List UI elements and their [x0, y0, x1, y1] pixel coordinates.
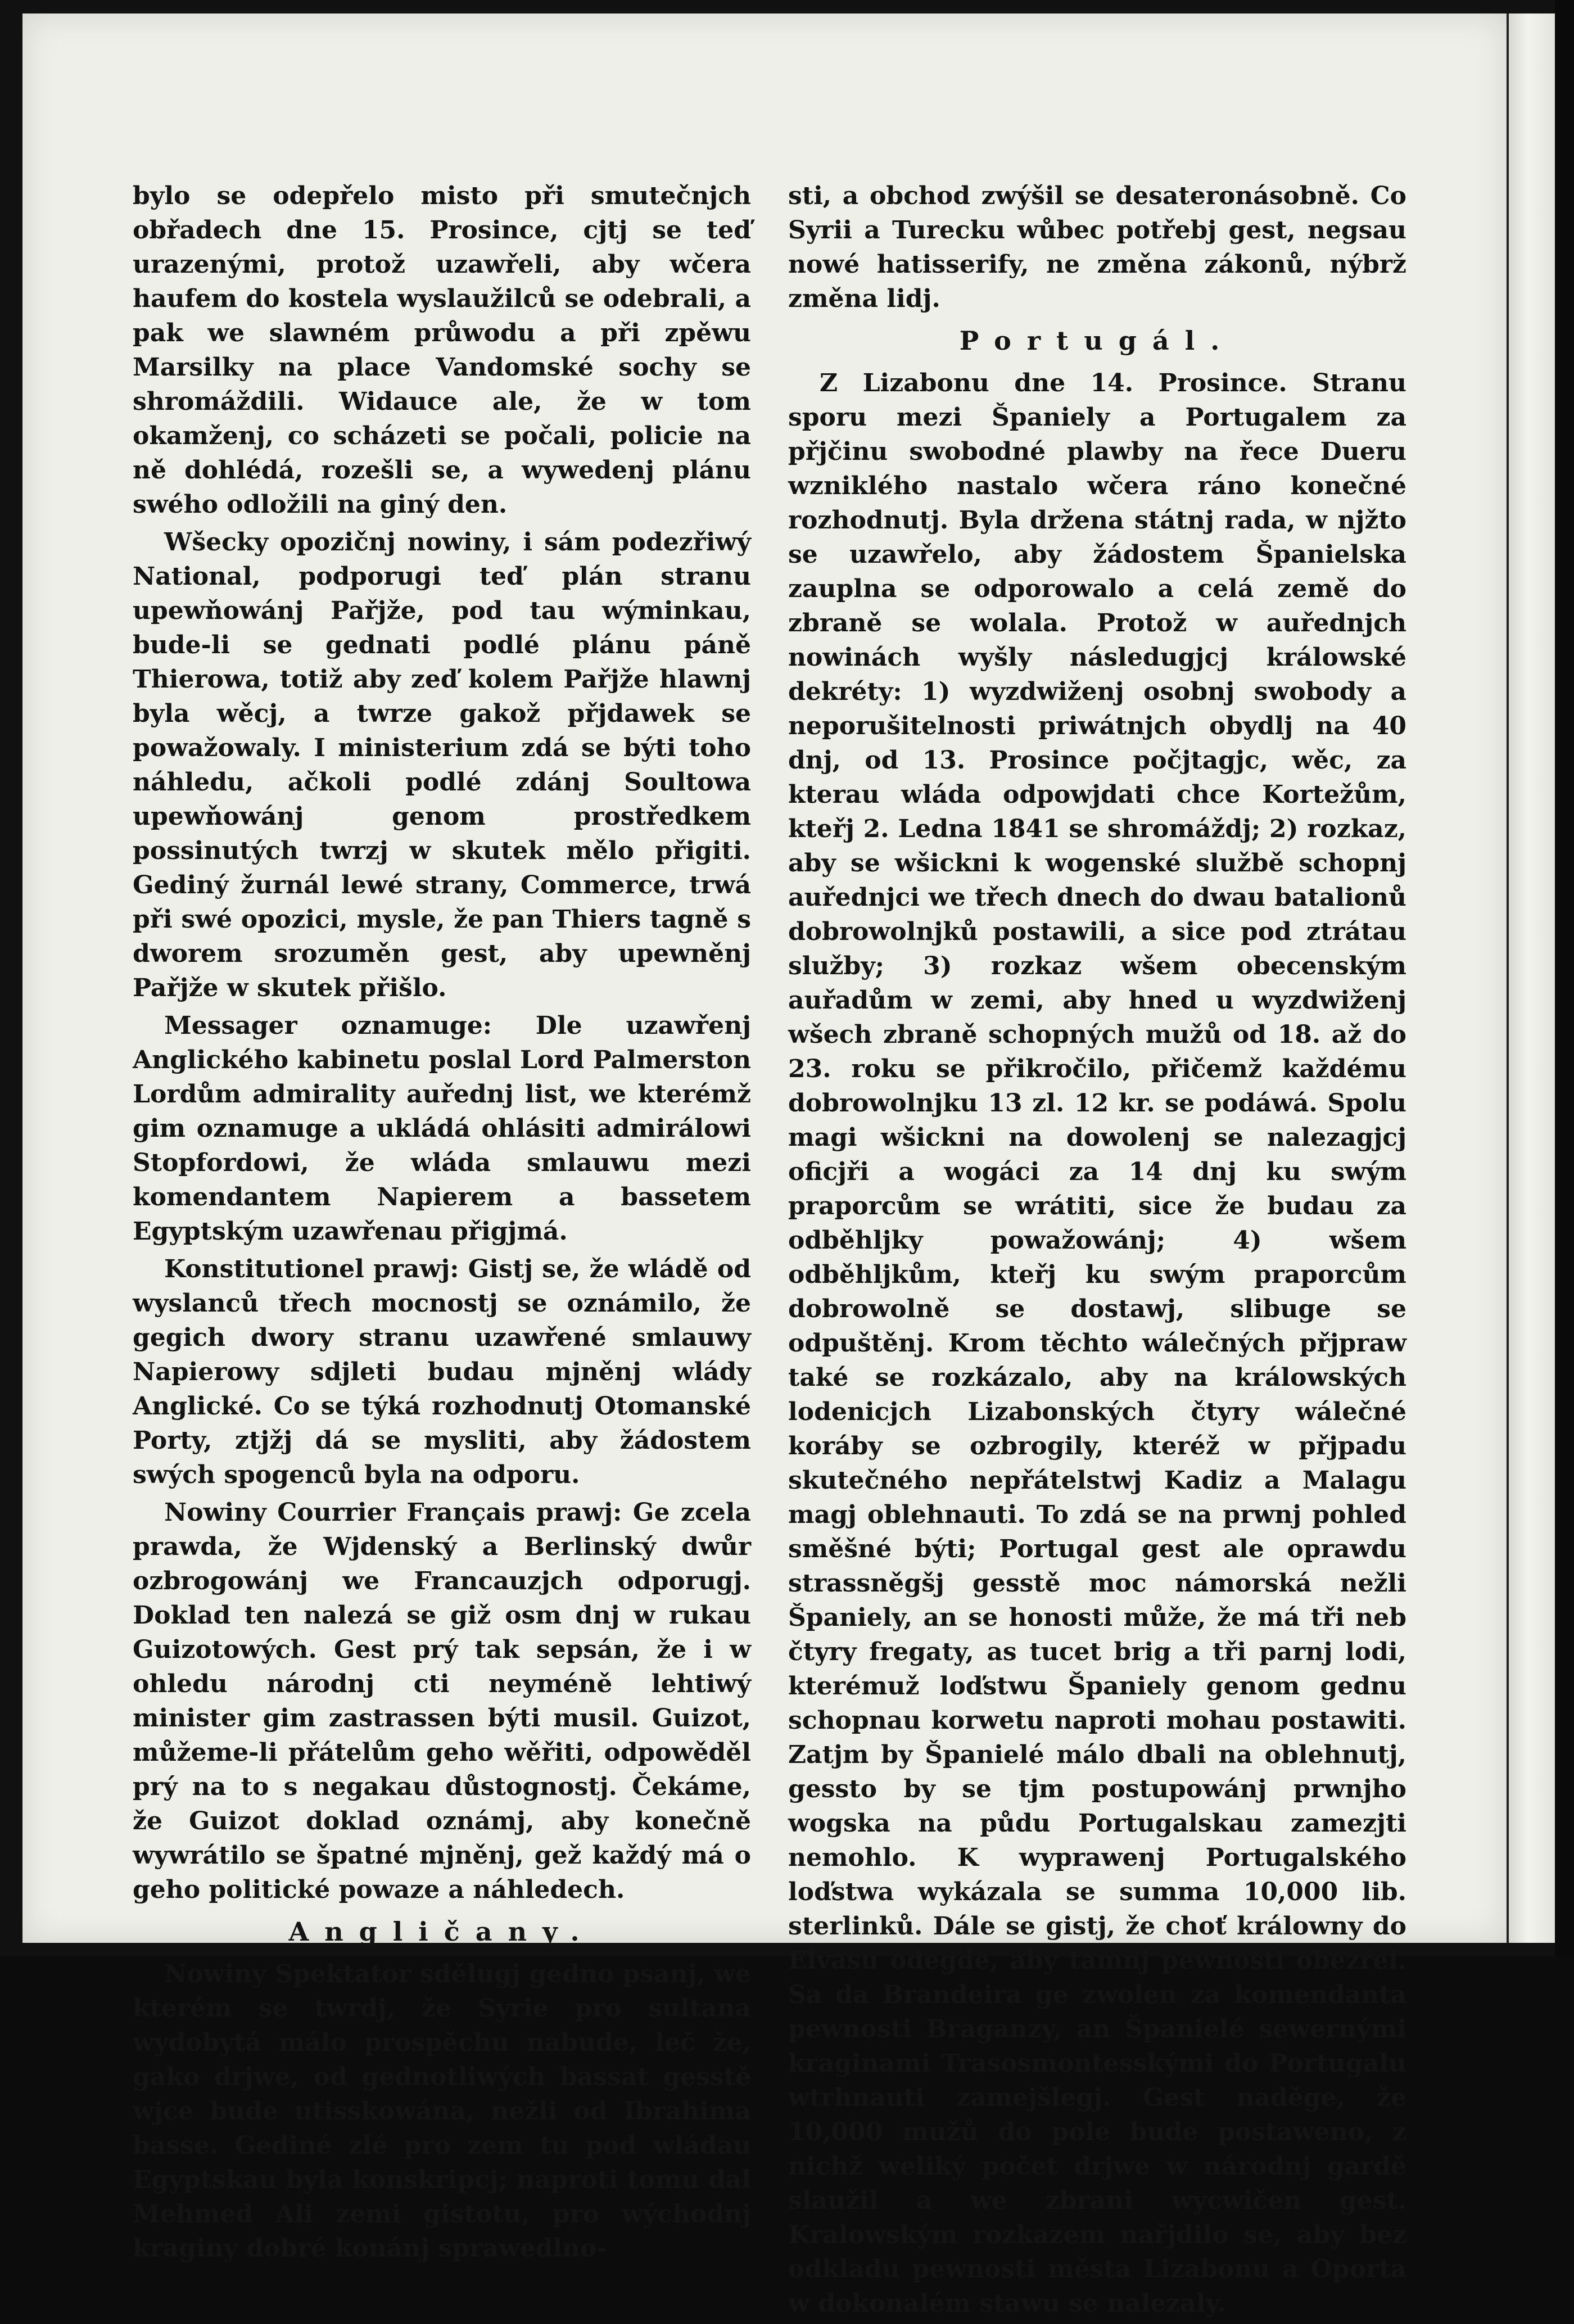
heading-anglicany: Angličany. — [288, 1916, 595, 1947]
left-paragraph-4: Konstitutionel prawj: Gistj se, že wládě od wyslanců třech mocnostj se oznámilo, že gegich dwory stranu uzawřené smlauwy Napierowy sdjleti budau mjněnj wlády Anglické. Co se týká rozhodnutj Otomanské Porty, ztjžj dá se mysliti, aby žádostem swých spogenců byla na odporu. — [133, 1255, 751, 1489]
heading-portugal: Portugál. — [959, 325, 1236, 356]
left-paragraph-1: bylo se odepřelo misto při smutečnjch obřadech dne 15. Prosince, cjtj se teď urazenými, protož uzawřeli, aby wčera haufem do kostela wyslaužilců se odebrali, a pak we slawném průwodu a při zpěwu Marsilky na place Vandomské sochy se shromáždili. Widauce ale, že w tom okamženj, co scházeti se počali, policie na ně dohlédá, rozešli se, a wywedenj plánu swého odložili na giný den. — [133, 182, 751, 519]
left-paragraph-5: Nowiny Courrier Français prawj: Ge zcela prawda, že Wjdenský a Berlinský dwůr ozbrogowánj we Francauzjch odporugj. Doklad ten nalezá se giž osm dnj w rukau Guizotowých. Gest prý tak sepsán, že i w ohledu národnj cti neyméně lehtiwý minister gim zastrassen býti musil. Guizot, můžeme-li přátelům geho wěřiti, odpowěděl prý na to s negakau důstognostj. Čekáme, že Guizot doklad oznámj, aby konečně wywrátilo se špatné mjněnj, gež každý má o geho politické powaze a náhledech. — [133, 1498, 751, 1904]
portugal-paragraph: Z Lizabonu dne 14. Prosince. Stranu sporu mezi Španiely a Portugalem za přjčinu swobodné plawby na řece Dueru wzniklého nastalo wčera ráno konečné rozhodnutj. Byla držena státnj rada, w njžto se uzawřelo, aby žádostem Španielska zauplna se odporowalo a celá země do zbraně se wolala. Protož w auřednjch nowinách wyšly následugjcj králowské dekréty: 1) wyzdwiženj osobnj swobody a neporušitelnosti priwátnjch obydlj na 40 dnj, od 13. Prosince počjtagjc, wěc, za kterau wláda odpowjdati chce Kortežům, kteřj 2. Ledna 1841 se shromáždj; 2) rozkaz, aby se wšickni k wogenské službě schopnj auřednjci we třech dnech do dwau batalionů dobrowolnjků postawili, a sice pod ztrátau služby; 3) rozkaz wšem obecenským auřadům w zemi, aby hned u wyzdwiženj wšech zbraně schopných mužů od 18. až do 23. roku se přikročilo, přičemž každému dobrowolnjku 13 zl. 12 kr. se podáwá. Spolu magi wšickni na dowolenj se nalezagjcj oficjři a wogáci za 14 dnj ku swým praporcům se wrátiti, sice že budau za odběhljky powažowánj; 4) wšem odběhljkům, kteřj ku swým praporcům dobrowolně se dostawj, slibuge se odpuštěnj. Krom těchto wálečných přjpraw také se rozkázalo, aby na králowských lodenicjch Lizabonských čtyry wálečné koráby se ozbrogily, kteréž w přjpadu skutečného nepřátelstwj Kadiz a Malagu magj oblehnauti. To zdá se na prwnj pohled směšné býti; Portugal gest ale oprawdu strassněgšj gesstě moc námorská nežli Španiely, an se honosti může, že má tři neb čtyry fregaty, as tucet brig a tři parnj lodi, kterémuž loďstwu Španiely genom gednu schopnau korwetu naproti mohau postawiti. Zatjm by Španielé málo dbali na oblehnutj, gessto by se tjm postupowánj prwnjho wogska na půdu Portugalskau zamezjti nemohlo. K wyprawenj Portugalského loďstwa wykázala se summa 10,000 lib. sterlinků. Dále se gistj, že choť králowny do Elvasu odegde, aby tamnj pewnosti obezřel. Sa da Brandeira ge zwolen za komendanta pewnosti Braganzy, an Španielé sewernými kraginami Trasosmontesskými do Portugalu wtrhnauti zamejšlegj. Gest naděge, že 10,000 mužů do pole bude postaweno, z nichž weliký počet drjwe w národnj gardě slaužil a we zbrani wycwičen gest. Kralowským rozkazem nařjdilo se, aby bez odkladu pewnosti města Lizabonu a Oporta w dokonalém stawu se nalezaly. — [788, 369, 1406, 2318]
anglicany-paragraph: Nowiny Spektator sdělugj gedno psanj, we kterém se twrdj, že Syrie pro sultana wydobytá málo prospěchu nabude, leč že, gako drjwe, od gednotliwých bassat gesstě wjce bude utisskowána, nežli od Ibrahima basse. Gediné zlé pro zem tu pod wládau Egyptskau byla konskripcj; naproti tomu dal Mehmed Ali zemi gistotu, pro wýchodnj kraginy dobré konánj sprawedlno- — [133, 1960, 751, 2263]
left-paragraph-2: Wšecky opozičnj nowiny, i sám podezřiwý National, podporugi teď plán stranu upewňowánj Pařjže, pod tau wýminkau, bude-li se gednati podlé plánu páně Thierowa, totiž aby zeď kolem Pařjže hlawnj byla wěcj, a twrze gakož přjdawek se powažowaly. I ministerium zdá se býti toho náhledu, ačkoli podlé zdánj Soultowa upewňowánj genom prostředkem possinutých twrzj w skutek mělo přigiti. Gediný žurnál lewé strany, Commerce, trwá při swé opozici, mysle, že pan Thiers tagně s dworem srozuměn gest, aby upewněnj Pařjže w skutek přišlo. — [133, 528, 751, 1002]
right-column — [788, 179, 1406, 2324]
left-column — [133, 179, 751, 2269]
right-opening-paragraph: sti, a obchod zwýšil se desateronásobně. Co Syrii a Turecku wůbec potřebj gest, negsau nowé hatisserify, ne změna zákonů, nýbrž změna lidj. — [788, 182, 1406, 313]
page-edge-shadow — [1555, 0, 1574, 1956]
left-paragraph-3: Messager oznamuge: Dle uzawřenj Anglického kabinetu poslal Lord Palmerston Lordům admirality auřednj list, we kterémž gim oznamuge a ukládá ohlásiti admirálowi Stopfordowi, že wláda smlauwu mezi komendantem Napierem a bassetem Egyptským uzawřenau přigjmá. — [133, 1011, 751, 1246]
page-edge — [1507, 13, 1557, 1943]
